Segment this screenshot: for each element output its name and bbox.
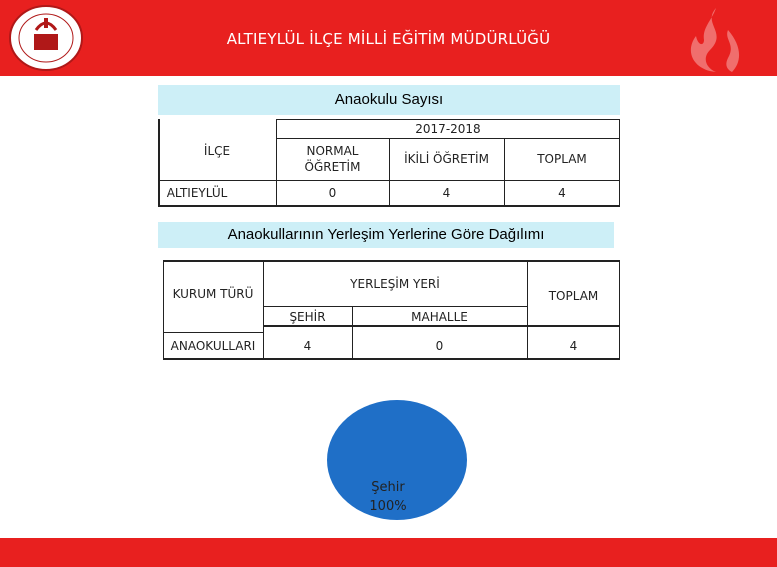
yerlesim-yeri-header: YERLEŞİM YERİ xyxy=(350,277,440,291)
toplam2-header: TOPLAM xyxy=(548,289,599,303)
header-bar xyxy=(0,0,777,76)
toplam-value: 4 xyxy=(558,185,566,200)
normal-value: 0 xyxy=(328,185,337,200)
kurum-turu-header: KURUM TÜRÜ xyxy=(172,287,254,301)
toplam-header: TOPLAM xyxy=(537,152,587,166)
ilce-header: İLÇE xyxy=(203,144,231,158)
flame-watermark-icon xyxy=(672,6,752,74)
toplam2-value: 4 xyxy=(569,338,578,353)
table2-title: Anaokullarının Yerleşim Yerlerine Göre Dağılımı xyxy=(158,222,614,248)
pie-label-name: Şehir xyxy=(371,480,405,495)
page-title: ALTIEYLÜL İLÇE MİLLİ EĞİTİM MÜDÜRLÜĞÜ xyxy=(226,30,551,48)
footer-bar xyxy=(0,538,777,567)
mahalle-header: MAHALLE xyxy=(411,310,468,324)
sehir-value: 4 xyxy=(303,338,312,353)
ikili-value: 4 xyxy=(442,185,451,200)
pie-data-label xyxy=(360,478,416,516)
sehir-header: ŞEHİR xyxy=(289,310,326,324)
mahalle-value: 0 xyxy=(435,338,444,353)
pie-label-percent: 100% xyxy=(369,499,407,514)
ikili-ogretim-header: İKİLİ ÖĞRETİM xyxy=(404,152,489,166)
table1-title: Anaokulu Sayısı xyxy=(158,85,620,115)
normal-ogretim-header: NORMAL ÖĞRETİM xyxy=(304,144,361,174)
ilce-value: ALTIEYLÜL xyxy=(166,185,228,200)
kurum-value: ANAOKULLARI xyxy=(170,338,256,353)
year-header: 2017-2018 xyxy=(415,121,481,136)
